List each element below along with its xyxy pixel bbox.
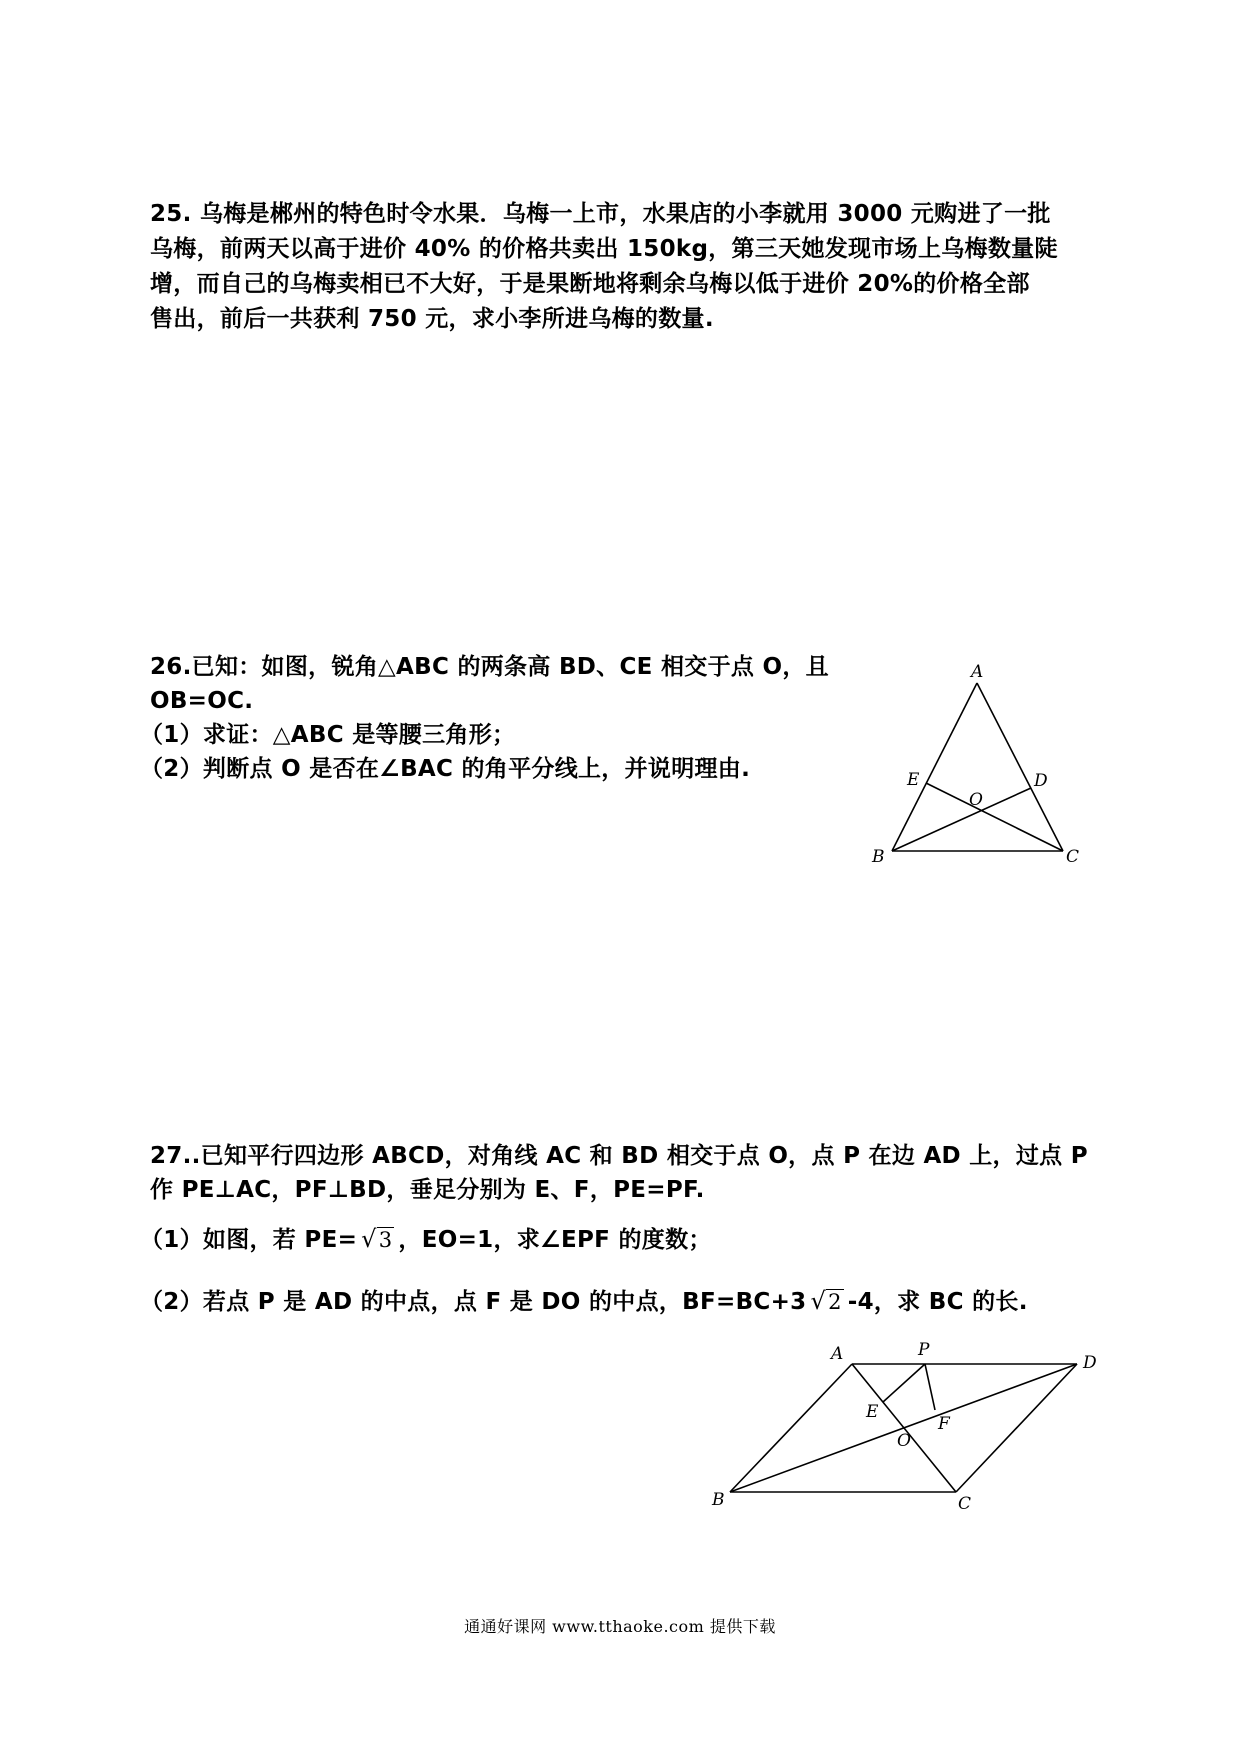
sqrt-3-radicand: 3 (378, 1228, 393, 1252)
label-b: B (872, 847, 885, 865)
part-2-prefix: （2）若点 P 是 AD 的中点，点 F 是 DO 的中点，BF=BC+3 (140, 1289, 807, 1315)
problem-27-line-1: 27..已知平行四边形 ABCD，对角线 AC 和 BD 相交于点 O，点 P 在边 AD 上，过点 P (150, 1143, 1088, 1169)
label-e: E (866, 1402, 879, 1422)
segment-pf (925, 1364, 935, 1410)
triangle-figure (860, 655, 1100, 865)
label-o: O (969, 790, 983, 810)
sqrt-2-radicand: 2 (828, 1290, 842, 1314)
footer-text: 通通好课网 www.tthaoke.com 提供下载 (464, 1617, 776, 1636)
part-2-suffix: -4，求 BC 的长. (847, 1289, 1028, 1315)
label-e: E (907, 770, 920, 790)
label-c: C (958, 1494, 972, 1514)
parallelogram-diagram (710, 1335, 1120, 1515)
part-1-prefix: （1）如图，若 PE= (140, 1227, 358, 1253)
label-d: D (1083, 1353, 1097, 1373)
problem-26-line-2: OB=OC. (150, 688, 254, 714)
problem-26-part-1: （1）求证：△ABC 是等腰三角形； (140, 722, 516, 748)
side-ab (892, 683, 977, 851)
side-cd (956, 1364, 1077, 1492)
label-p: P (918, 1340, 930, 1360)
label-a: A (971, 662, 984, 682)
triangle-diagram (860, 655, 1100, 865)
segment-pe (883, 1364, 925, 1402)
problem-26-line-1: 26.已知：如图，锐角△ABC 的两条高 BD、CE 相交于点 O，且 (150, 654, 829, 680)
altitude-ce (926, 783, 1063, 851)
problem-25-line-2: 乌梅，前两天以高于进价 40% 的价格共卖出 150kg，第三天她发现市场上乌梅数量陡 (150, 236, 1058, 262)
part-1-suffix: ，EO=1，求∠EPF 的度数； (398, 1227, 712, 1253)
label-o: O (897, 1431, 911, 1451)
altitude-bd (892, 788, 1031, 851)
label-d: D (1034, 771, 1048, 791)
label-f: F (938, 1414, 950, 1434)
problem-25-line-4: 售出，前后一共获利 750 元，求小李所进乌梅的数量. (150, 306, 714, 332)
label-b: B (712, 1490, 725, 1510)
label-c: C (1066, 847, 1080, 865)
sqrt-3: √3 (361, 1225, 393, 1253)
problem-27-line-2: 作 PE⊥AC，PF⊥BD，垂足分别为 E、F，PE=PF. (150, 1177, 705, 1203)
label-a: A (831, 1344, 844, 1364)
problem-27-part-2 (140, 1284, 1028, 1319)
parallelogram-figure (710, 1335, 1120, 1515)
side-ac (977, 683, 1063, 851)
sqrt-2: √2 (810, 1287, 842, 1315)
side-ab (730, 1364, 852, 1492)
problem-25-line-1: 25. 乌梅是郴州的特色时令水果．乌梅一上市，水果店的小李就用 3000 元购进了一批 (150, 201, 1051, 227)
problem-25-line-3: 增，而自己的乌梅卖相已不大好，于是果断地将剩余乌梅以低于进价 20%的价格全部 (150, 271, 1030, 297)
problem-27-part-1 (140, 1222, 712, 1257)
problem-26-part-2: （2）判断点 O 是否在∠BAC 的角平分线上，并说明理由. (140, 756, 751, 782)
